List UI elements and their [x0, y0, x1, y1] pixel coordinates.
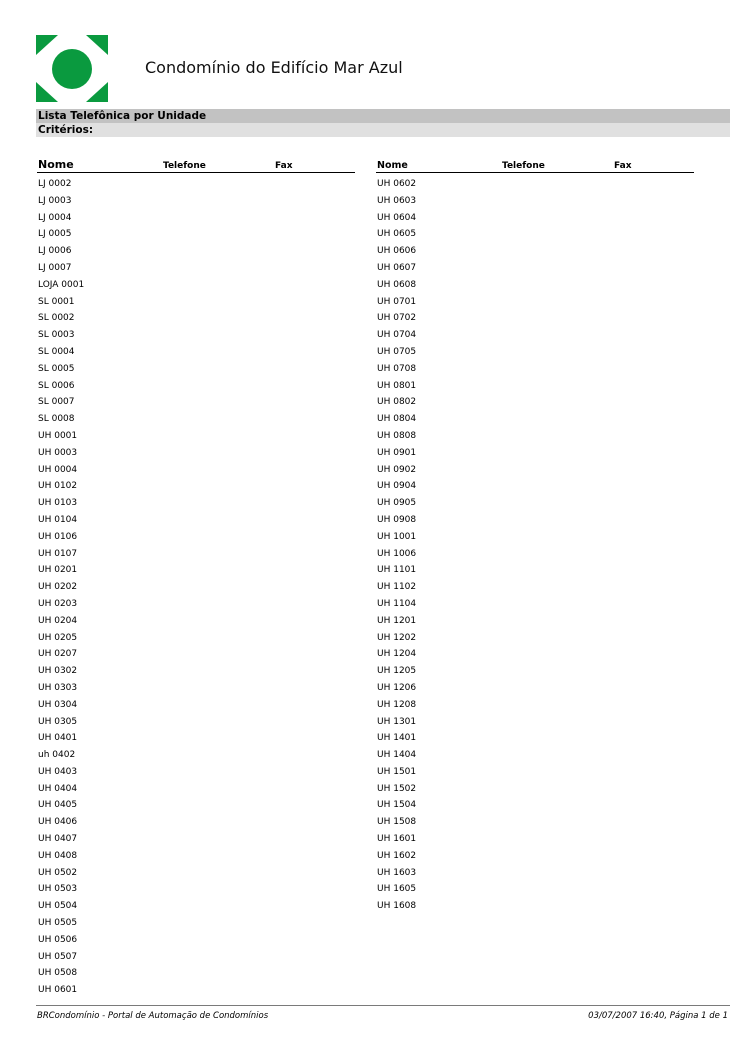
- unit-row: LOJA 0001: [38, 279, 85, 290]
- footer-portal-name: BRCondomínio - Portal de Automação de Condomínios: [37, 1011, 269, 1021]
- unit-row: UH 0207: [38, 649, 78, 660]
- unit-row: SL 0008: [38, 414, 75, 425]
- logo-corner-top-left: [36, 35, 58, 55]
- unit-row: UH 0205: [38, 632, 78, 643]
- unit-row: UH 0201: [38, 565, 78, 576]
- unit-row: UH 0608: [377, 279, 417, 290]
- unit-row: UH 0705: [377, 346, 417, 357]
- unit-row: UH 1205: [377, 666, 417, 677]
- unit-row: UH 1104: [377, 598, 417, 609]
- unit-row: UH 1001: [377, 531, 417, 542]
- unit-row: UH 1102: [377, 582, 417, 593]
- unit-row: UH 0502: [38, 867, 78, 878]
- unit-row: UH 0708: [377, 363, 417, 374]
- unit-row: UH 1101: [377, 565, 417, 576]
- unit-row: UH 0001: [38, 430, 78, 441]
- units-column-left: [37, 158, 355, 999]
- unit-row: UH 0408: [38, 850, 78, 861]
- footer-divider: [36, 1005, 730, 1006]
- header-nome: Nome: [38, 158, 74, 171]
- unit-list-right: [376, 173, 694, 915]
- unit-row: UH 0104: [38, 514, 78, 525]
- unit-row: UH 0004: [38, 464, 78, 475]
- header-fax: Fax: [614, 161, 632, 171]
- header-telefone: Telefone: [502, 161, 545, 171]
- unit-row: UH 0304: [38, 699, 78, 710]
- criteria-label: Critérios:: [38, 124, 94, 136]
- unit-row: UH 0401: [38, 733, 78, 744]
- unit-row: UH 0508: [38, 968, 78, 979]
- unit-row: UH 0904: [377, 481, 417, 492]
- unit-list-left: [37, 173, 355, 999]
- unit-row: UH 0102: [38, 481, 78, 492]
- logo-corner-top-right: [86, 35, 108, 55]
- unit-row: UH 0203: [38, 598, 78, 609]
- unit-row: UH 0107: [38, 548, 78, 559]
- criteria-bar: [36, 123, 730, 137]
- unit-row: UH 0204: [38, 615, 78, 626]
- report-title: Lista Telefônica por Unidade: [38, 110, 207, 122]
- unit-row: UH 0606: [377, 246, 417, 257]
- unit-row: UH 0604: [377, 212, 417, 223]
- header-telefone: Telefone: [163, 161, 206, 171]
- unit-row: UH 0305: [38, 716, 78, 727]
- page-title: Condomínio do Edifício Mar Azul: [145, 58, 403, 77]
- header-fax: Fax: [275, 161, 293, 171]
- unit-row: UH 0804: [377, 414, 417, 425]
- unit-row: UH 0103: [38, 498, 78, 509]
- units-column-right: [376, 158, 694, 915]
- column-header-right: [376, 158, 694, 173]
- unit-row: UH 1602: [377, 850, 417, 861]
- unit-row: UH 0302: [38, 666, 78, 677]
- unit-row: UH 0808: [377, 430, 417, 441]
- unit-row: UH 0605: [377, 229, 417, 240]
- unit-row: SL 0007: [38, 397, 75, 408]
- unit-row: UH 0602: [377, 179, 417, 189]
- unit-row: uh 0402: [38, 750, 76, 761]
- unit-row: UH 0505: [38, 918, 78, 929]
- unit-row: UH 0407: [38, 834, 78, 845]
- unit-row: SL 0005: [38, 363, 75, 374]
- unit-row: UH 0503: [38, 884, 78, 895]
- unit-row: UH 1608: [377, 901, 417, 912]
- unit-row: UH 0202: [38, 582, 78, 593]
- unit-row: UH 0603: [377, 195, 417, 206]
- unit-row: UH 0902: [377, 464, 417, 475]
- unit-row: UH 1508: [377, 817, 417, 828]
- unit-row: UH 1504: [377, 800, 417, 811]
- unit-row: UH 1605: [377, 884, 417, 895]
- unit-row: SL 0003: [38, 330, 75, 341]
- unit-row: UH 0506: [38, 934, 78, 945]
- unit-row: SL 0002: [38, 313, 75, 324]
- unit-row: UH 1202: [377, 632, 417, 643]
- unit-row: UH 1404: [377, 750, 417, 761]
- header-nome: Nome: [377, 160, 408, 171]
- unit-row: UH 1006: [377, 548, 417, 559]
- unit-row: UH 1201: [377, 615, 417, 626]
- logo-circle: [52, 49, 92, 89]
- unit-row: UH 1501: [377, 766, 417, 777]
- unit-row: UH 0507: [38, 951, 78, 962]
- unit-row: SL 0006: [38, 380, 75, 391]
- condominio-logo: [36, 35, 108, 102]
- column-header-left: [37, 158, 355, 173]
- unit-row: UH 0601: [38, 985, 78, 996]
- unit-row: UH 1502: [377, 783, 417, 794]
- unit-row: LJ 0005: [38, 229, 72, 240]
- unit-row: UH 0403: [38, 766, 78, 777]
- unit-row: UH 0003: [38, 447, 78, 458]
- unit-row: UH 0908: [377, 514, 417, 525]
- unit-row: UH 0901: [377, 447, 417, 458]
- unit-row: UH 1401: [377, 733, 417, 744]
- unit-row: UH 0607: [377, 262, 417, 273]
- unit-row: UH 1601: [377, 834, 417, 845]
- logo-corner-bottom-left: [36, 82, 58, 102]
- unit-row: UH 0802: [377, 397, 417, 408]
- unit-row: UH 0905: [377, 498, 417, 509]
- unit-row: UH 0704: [377, 330, 417, 341]
- unit-row: SL 0004: [38, 346, 75, 357]
- unit-row: UH 0106: [38, 531, 78, 542]
- unit-row: UH 0702: [377, 313, 417, 324]
- unit-row: LJ 0002: [38, 179, 72, 189]
- unit-row: UH 0701: [377, 296, 417, 307]
- unit-row: UH 1603: [377, 867, 417, 878]
- report-title-bar: [36, 109, 730, 123]
- unit-row: UH 1208: [377, 699, 417, 710]
- unit-row: UH 0406: [38, 817, 78, 828]
- logo-corner-bottom-right: [86, 82, 108, 102]
- unit-row: UH 0303: [38, 682, 78, 693]
- unit-row: LJ 0006: [38, 246, 72, 257]
- unit-row: UH 0504: [38, 901, 78, 912]
- unit-row: UH 0405: [38, 800, 78, 811]
- unit-row: SL 0001: [38, 296, 75, 307]
- unit-row: LJ 0003: [38, 195, 72, 206]
- unit-row: UH 0801: [377, 380, 417, 391]
- unit-row: LJ 0007: [38, 262, 72, 273]
- unit-row: UH 1301: [377, 716, 417, 727]
- unit-row: UH 0404: [38, 783, 78, 794]
- footer-timestamp-page: 03/07/2007 16:40, Página 1 de 1: [588, 1011, 728, 1021]
- unit-row: UH 1204: [377, 649, 417, 660]
- unit-row: UH 1206: [377, 682, 417, 693]
- unit-row: LJ 0004: [38, 212, 72, 223]
